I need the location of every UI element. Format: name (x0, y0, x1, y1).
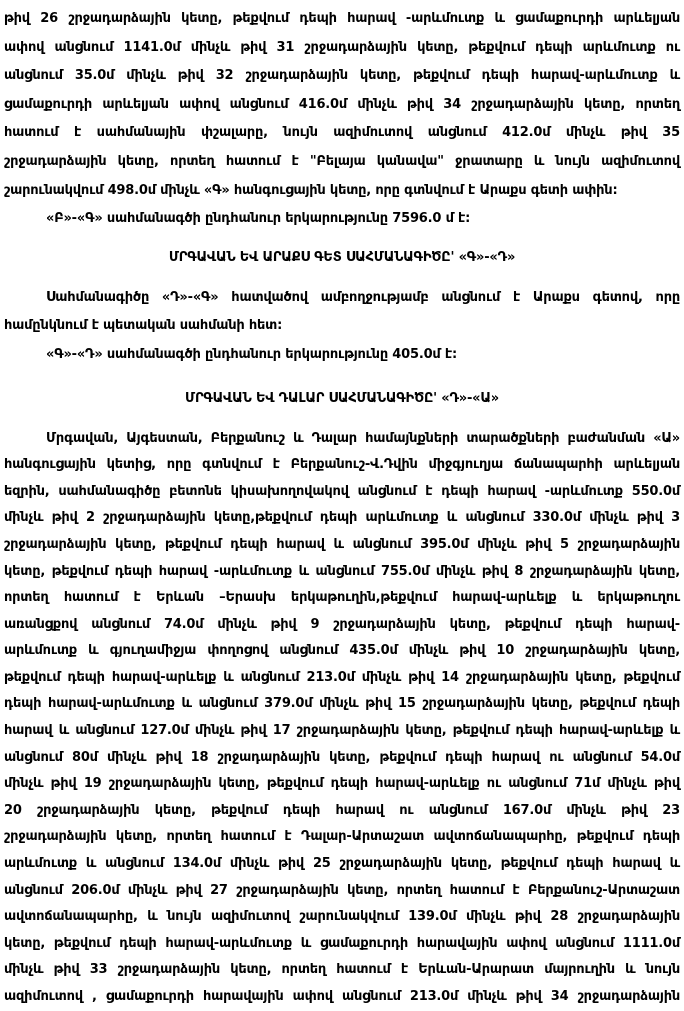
text-line: շրջադարձային կետը, թեքվում դեպի հարավ և անցնում 395.0մ մինչև թիվ 5 շրջադարձային (4, 536, 680, 552)
text-line: անցնում 35.0մ մինչև թիվ 32 շրջադարձային կետը, թեքվում դեպի հարավ-արևմուտք և (4, 68, 680, 84)
text-line: համընկնում է պետական սահմանի հետ: (4, 318, 283, 334)
text-line: անցնում 206.0մ մինչև թիվ 27 շրջադարձային կետը, որտեղ հատում է Բերքանուշ-Արտաշատ (4, 882, 680, 898)
text-line: եզրին, սահմանագիծը բետոնե կիսախողովակով անցնում է դեպի հարավ -արևմուտք 550.0մ (4, 483, 680, 499)
text-line: Մրգավան, Այգեստան, Բերքանուշ և Դալար համայնքների տարածքների բաժանման «Ա» (46, 430, 680, 446)
border-description-paragraph-d-a (4, 426, 680, 1011)
text-line: մինչև թիվ 33 շրջադարձային կետը, որտեղ հատում է Երևան-Արարատ մայրուղին և նույն (4, 962, 680, 978)
text-line: շրջադարձային կետը, որտեղ հատում է "Բելայա կանավա" ջրատարը և նույն ազիմուտով (4, 153, 680, 169)
text-line: ցամաքուրդի արևելյան ափով անցնում 416.0մ մինչև թիվ 34 շրջադարձային կետը, որտեղ (4, 96, 680, 112)
total-length-line-b-g: «Բ»-«Գ» սահմանագծի ընդհանուր երկարությունը 7596.0 մ է: (46, 211, 471, 227)
text-line: դեպի հարավ-արևմուտք և անցնում 379.0մ մինչև թիվ 15 շրջադարձային կետը, թեքվում դեպի (4, 696, 680, 712)
section-heading-d-a: ՄՐԳԱՎԱՆ ԵՎ ԴԱԼԱՐ ՍԱՀՄԱՆԱԳԻԾԸ' «Դ»-«Ա» (185, 390, 499, 406)
text-line: ավտոճանապարհը, և նույն ազիմուտով շարունակվում 139.0մ մինչև թիվ 28 շրջադարձային (4, 909, 680, 925)
text-line: որտեղ հատում է Երևան –Երասխ երկաթուղին,թեքվում հարավ-արևելք և երկաթուղու (4, 590, 680, 606)
text-line: ափով անցնում 1141.0մ մինչև թիվ 31 շրջադարձային կետը, թեքվում դեպի արևմուտք ու (4, 39, 680, 55)
text-line: շարունակվում 498.0մ մինչև «Գ» հանգուցային կետը, որը գտնվում է Արաքս գետի ափին: (4, 182, 618, 198)
text-line: Սահմանագիծը «Դ»-«Գ» հատվածով ամբողջությամբ անցնում է Արաքս գետով, որը (46, 289, 680, 305)
text-line: կետը, թեքվում դեպի հարավ-արևմուտք և ցամաքուրդի հարավային ափով անցնում 1111.0մ (4, 935, 680, 951)
text-line: արևմուտք և անցնում 134.0մ մինչև թիվ 25 շրջադարձային կետը, թեքվում դեպի հարավ և (4, 856, 680, 872)
text-line: 20 շրջադարձային կետը, թեքվում դեպի հարավ ու անցնում 167.0մ մինչև թիվ 23 (4, 802, 680, 818)
text-line: անցնում 80մ մինչև թիվ 18 շրջադարձային կետը, թեքվում դեպի հարավ ու անցնում 54.0մ (4, 749, 680, 765)
section-heading-g-d: ՄՐԳԱՎԱՆ ԵՎ ԱՐԱՔՍ ԳԵՏ ՍԱՀՄԱՆԱԳԻԾԸ' «Գ»-«Դ» (168, 249, 516, 265)
text-line: հարավ և անցնում 127.0մ մինչև թիվ 17 շրջադարձային կետը, թեքվում դեպի հարավ-արևելք և (4, 723, 680, 739)
text-line: արևմուտք և գյուղամիջյա փողոցով անցնում 435.0մ մինչև թիվ 10 շրջադարձային կետը, (4, 643, 680, 659)
text-line: առանցքով անցնում 74.0մ մինչև թիվ 9 շրջադարձային կետը, թեքվում դեպի հարավ- (4, 616, 680, 632)
text-line: հատում է սահմանային փշալարը, նույն ազիմուտով անցնում 412.0մ մինչև թիվ 35 (4, 125, 680, 141)
text-line: մինչև թիվ 2 շրջադարձային կետը,թեքվում դեպի արևմուտք և անցնում 330.0մ մինչև թիվ 3 (4, 510, 680, 526)
text-line: հանգուցային կետից, որը գտնվում է Բերքանուշ-Վ.Դվին միջգյուղյա ճանապարհի արևելյան (4, 457, 680, 473)
text-line: կետը, թեքվում դեպի հարավ -արևմուտք և անցնում 755.0մ մինչև թիվ 8 շրջադարձային կետը, (4, 563, 680, 579)
text-line: թեքվում դեպի հարավ-արևելք և անցնում 213.0մ մինչև թիվ 14 շրջադարձային կետը, թեքվում (4, 669, 680, 685)
border-description-paragraph-b-g (4, 5, 680, 234)
text-line: մինչև թիվ 19 շրջադարձային կետը, թեքվում դեպի հարավ-արևելք ու անցնում 71մ մինչև թիվ (4, 776, 680, 792)
text-line: թիվ 26 շրջադարձային կետը, թեքվում դեպի հարավ -արևմուտք և ցամաքուրդի արևելյան (4, 11, 680, 26)
text-line: շրջադարձային կետը, որտեղ հատում է Դալար-Արտաշատ ավտոճանապարհը, թեքվում դեպի (4, 829, 680, 845)
border-description-paragraph-g-d (4, 284, 680, 370)
text-line: ազիմուտով , ցամաքուրդի հարավային ափով անցնում 213.0մ մինչև թիվ 34 շրջադարձային (4, 989, 680, 1004)
total-length-line-g-d: «Գ»-«Դ» սահմանագծի ընդհանուր երկարությունը 405.0մ է: (46, 346, 458, 362)
